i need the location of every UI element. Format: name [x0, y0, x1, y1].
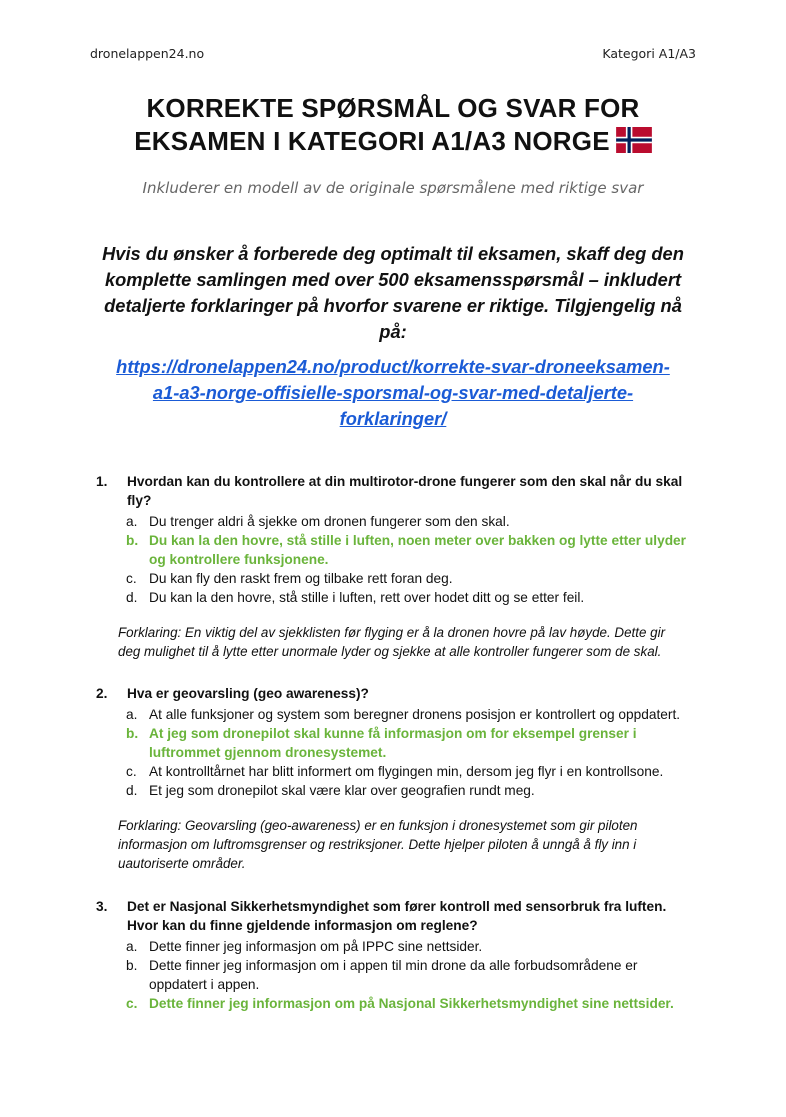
question-text-line: Hvordan kan du kontrollere at din multirotor-drone fungerer som den skal når du skal	[127, 474, 683, 489]
explanation	[118, 623, 736, 661]
question-number: 2.	[96, 686, 108, 701]
explanation	[118, 816, 736, 873]
product-link-line[interactable]: forklaringer/	[339, 408, 447, 429]
promo-line: komplette samlingen med over 500 eksamensspørsmål – inkludert	[104, 269, 682, 290]
option-b	[96, 956, 736, 994]
explanation-line: Forklaring: En viktig del av sjekklisten før flyging er å la dronen hovre på lav høyde. Dette gir	[118, 625, 666, 640]
option-text: luftrommet gjennom dronesystemet.	[149, 745, 387, 760]
page-header	[90, 46, 696, 64]
option-text: Dette finner jeg informasjon om på IPPC sine nettsider.	[149, 939, 483, 954]
title-line-2-text: EKSAMEN I KATEGORI A1/A3 NORGE	[134, 126, 610, 156]
option-d	[96, 588, 736, 607]
option-text: oppdatert i appen.	[149, 977, 260, 992]
question-text-line: Hva er geovarsling (geo awareness)?	[127, 686, 369, 701]
promo-line: Hvis du ønsker å forberede deg optimalt til eksamen, skaff deg den	[102, 243, 684, 264]
question-2	[96, 684, 736, 873]
option-text: Du kan la den hovre, stå stille i luften, noen meter over bakken og lytte etter ulyder	[149, 533, 687, 548]
option-list	[96, 705, 736, 800]
page-title	[60, 92, 726, 161]
question-header	[96, 897, 736, 935]
promo-line: på:	[379, 321, 407, 342]
category-label: Kategori A1/A3	[602, 46, 696, 61]
question-1	[96, 472, 736, 661]
question-text	[127, 684, 736, 703]
option-text: At jeg som dronepilot skal kunne få informasjon om for eksempel grenser i	[149, 726, 637, 741]
option-text: At kontrolltårnet har blitt informert om flygingen min, dersom jeg flyr i en kontrollsone.	[149, 764, 664, 779]
option-letter: a.	[126, 707, 138, 722]
title-line-2	[60, 125, 726, 161]
option-c	[96, 569, 736, 588]
question-text	[127, 472, 736, 510]
explanation-line: uautoriserte områder.	[118, 856, 246, 871]
option-text: og kontrollere funksjonene.	[149, 552, 329, 567]
option-a	[96, 937, 736, 956]
option-text: Dette finner jeg informasjon om på Nasjonal Sikkerhetsmyndighet sine nettsider.	[149, 996, 674, 1011]
question-text-line: fly?	[127, 493, 152, 508]
option-list	[96, 512, 736, 607]
explanation-line: Forklaring: Geovarsling (geo-awareness) er en funksjon i dronesystemet som gir piloten	[118, 818, 638, 833]
option-text: At alle funksjoner og system som beregner dronens posisjon er kontrollert og oppdatert.	[149, 707, 681, 722]
product-link[interactable]	[60, 354, 726, 432]
subtitle: Inkluderer en modell av de originale spørsmålene med riktige svar	[142, 179, 644, 197]
option-c	[96, 762, 736, 781]
option-letter: b.	[126, 958, 138, 973]
option-letter: a.	[126, 514, 138, 529]
option-letter: b.	[126, 533, 139, 548]
question-number: 3.	[96, 899, 108, 914]
option-letter: a.	[126, 939, 138, 954]
option-text: Dette finner jeg informasjon om i appen til min drone da alle forbudsområdene er	[149, 958, 638, 973]
product-link-line[interactable]: https://dronelappen24.no/product/korrekte-svar-droneeksamen-	[116, 356, 670, 377]
option-a	[96, 705, 736, 724]
option-letter: c.	[126, 764, 137, 779]
question-header	[96, 472, 736, 510]
question-header	[96, 684, 736, 703]
option-letter: d.	[126, 783, 138, 798]
option-text: Et jeg som dronepilot skal være klar over geografien rundt meg.	[149, 783, 535, 798]
question-text-line: Hvor kan du finne gjeldende informasjon om reglene?	[127, 918, 478, 933]
question-text-line: Det er Nasjonal Sikkerhetsmyndighet som fører kontroll med sensorbruk fra luften.	[127, 899, 667, 914]
option-d	[96, 781, 736, 800]
product-link-line[interactable]: a1-a3-norge-offisielle-sporsmal-og-svar-med-detaljerte-	[152, 382, 634, 403]
norway-flag-icon	[616, 127, 652, 161]
title-line-1: KORREKTE SPØRSMÅL OG SVAR FOR	[146, 93, 640, 123]
option-letter: d.	[126, 590, 138, 605]
option-text: Du kan fly den raskt frem og tilbake rett foran deg.	[149, 571, 453, 586]
promo-text	[78, 241, 708, 345]
option-b-correct	[96, 724, 736, 762]
option-a	[96, 512, 736, 531]
option-letter: c.	[126, 996, 138, 1011]
question-text	[127, 897, 736, 935]
option-text: Du trenger aldri å sjekke om dronen fungerer som den skal.	[149, 514, 510, 529]
option-list	[96, 937, 736, 1013]
option-letter: b.	[126, 726, 139, 741]
question-3	[96, 897, 736, 1013]
site-name: dronelappen24.no	[90, 46, 205, 61]
promo-line: detaljerte forklaringer på hvorfor svarene er riktige. Tilgjengelig nå	[104, 295, 682, 316]
option-text: Du kan la den hovre, stå stille i luften, rett over hodet ditt og se etter feil.	[149, 590, 585, 605]
option-letter: c.	[126, 571, 137, 586]
explanation-line: informasjon om luftromsgrenser og restriksjoner. Dette hjelper piloten å unngå å fly inn i	[118, 837, 637, 852]
option-b-correct	[96, 531, 736, 569]
option-c-correct	[96, 994, 736, 1013]
question-number: 1.	[96, 474, 108, 489]
explanation-line: deg mulighet til å lytte etter unormale lyder og sjekke at alle kontroller fungerer som de skal.	[118, 644, 662, 659]
